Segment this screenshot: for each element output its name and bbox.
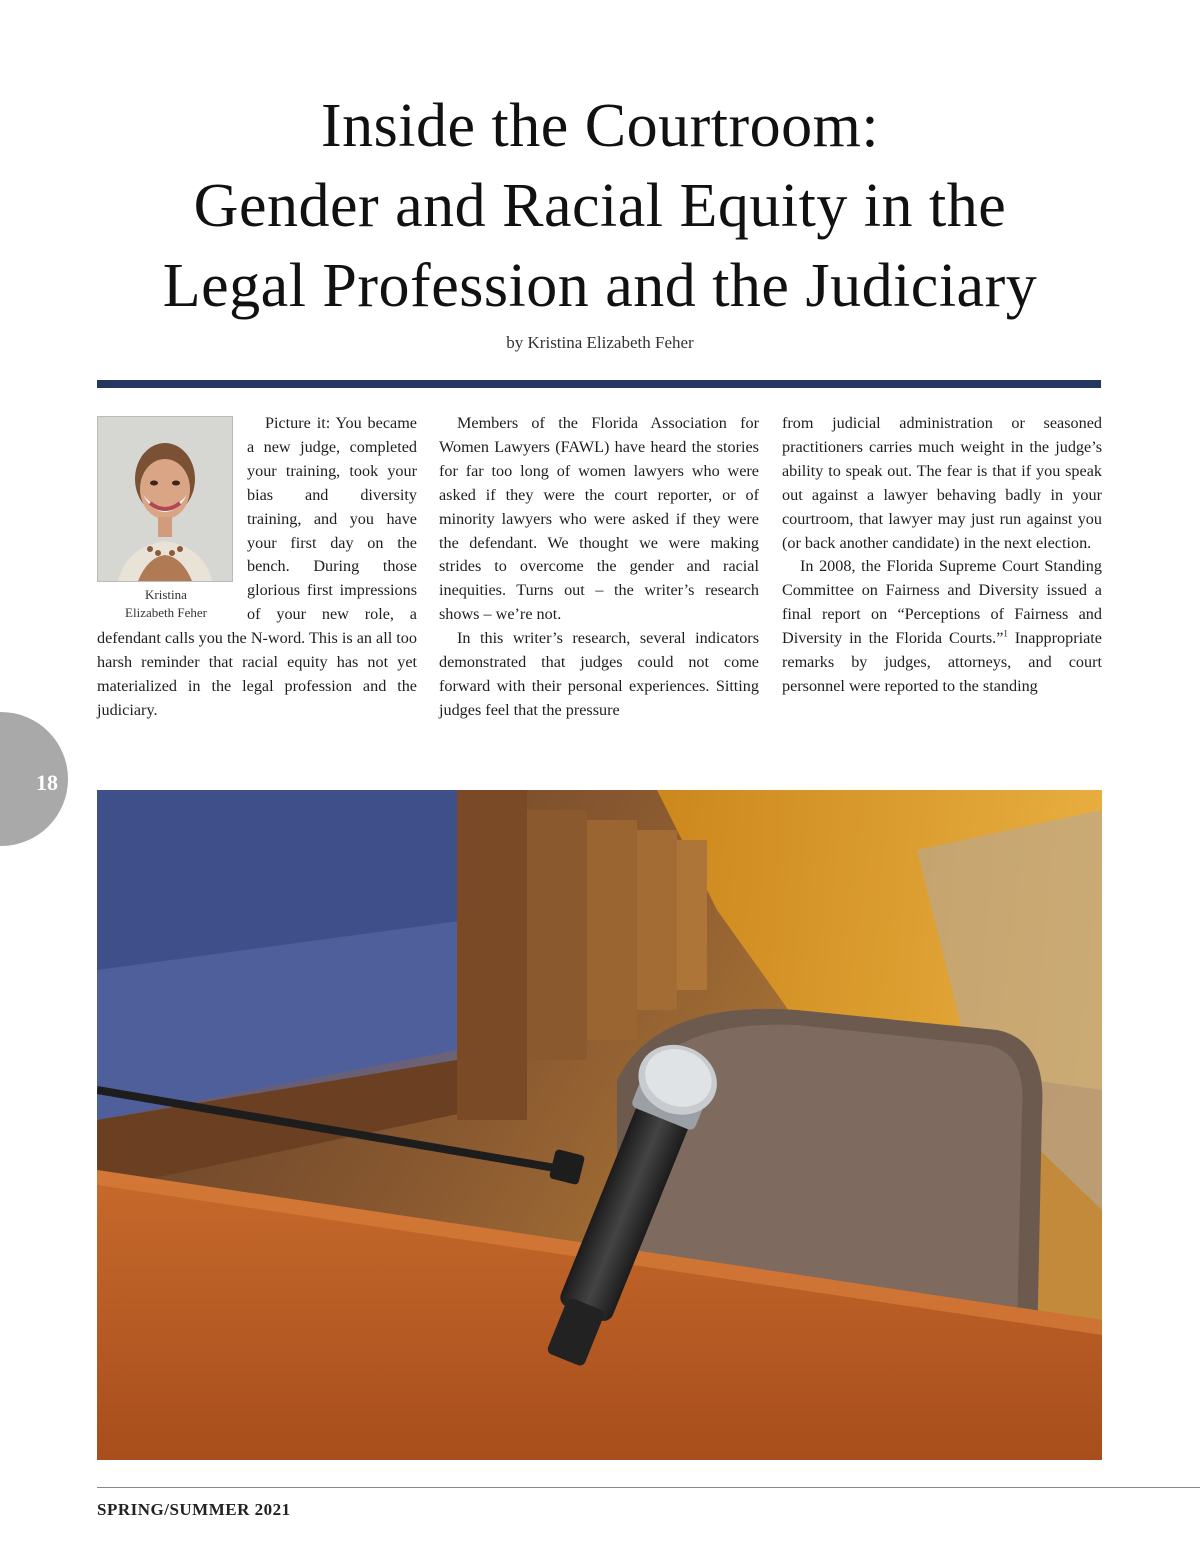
column-3 xyxy=(782,412,1102,699)
microphone-image xyxy=(97,790,1102,1460)
paragraph: Members of the Florida Association for Women Lawyers (FAWL) have heard the stories for far too long of women lawyers who were asked if they were the court reporter, or of minority lawyers who were asked if they were the defendant. We thought we were making strides to overcome the gender and racial inequities. Turns out – the writer’s research shows – we’re not. xyxy=(439,414,759,624)
byline: by Kristina Elizabeth Feher xyxy=(506,333,694,352)
caption-line-1: Kristina xyxy=(145,587,187,602)
column-1 xyxy=(97,412,417,723)
title-line-1: Inside the Courtroom: xyxy=(320,92,880,160)
author-photo xyxy=(97,416,233,582)
paragraph-text-continued: Inappropriate remarks by judges, attorneys, and court personnel were reported to the standing xyxy=(782,629,1102,695)
title-line-3: Legal Profession and the Judiciary xyxy=(162,252,1038,320)
caption-line-2: Elizabeth Feher xyxy=(125,605,207,620)
paragraph xyxy=(782,555,1102,698)
footnote-marker: 1 xyxy=(1003,628,1008,639)
paragraph: from judicial administration or seasoned practitioners carries much weight in the judge’s ability to speak out. The fear is that if you speak out against a lawyer behaving badly in your courtroom, that lawyer may just run against you (or back another candidate) in the next election. xyxy=(782,414,1102,552)
page-number: 18 xyxy=(36,770,58,795)
issue-label: SPRING/SUMMER 2021 xyxy=(97,1500,291,1519)
author-portrait-image xyxy=(98,417,232,581)
article-title xyxy=(60,86,1140,326)
title-line-2: Gender and Racial Equity in the xyxy=(193,172,1007,240)
author-photo-block xyxy=(97,416,235,622)
footer-divider xyxy=(97,1487,1200,1488)
paragraph: Picture it: You became a new judge, completed your training, took your bias and diversity training, and you have your first day on the bench. During those glorious first impressions of your new role, a defendant calls you the N-word. This is an all too harsh reminder that racial equity has not yet materialized in the legal profession and the judiciary. xyxy=(97,414,417,719)
photo-caption xyxy=(97,586,235,622)
courtroom-photo xyxy=(97,790,1102,1460)
paragraph: In this writer’s research, several indicators demonstrated that judges could not come forward with their personal experiences. Sitting judges feel that the pressure xyxy=(439,629,759,719)
title-divider xyxy=(97,380,1101,388)
column-2 xyxy=(439,412,759,723)
paragraph-text: In 2008, the Florida Supreme Court Standing Committee on Fairness and Diversity issued a final report on “Perceptions of Fairness and Diversity in the Florida Courts.” xyxy=(782,557,1102,648)
